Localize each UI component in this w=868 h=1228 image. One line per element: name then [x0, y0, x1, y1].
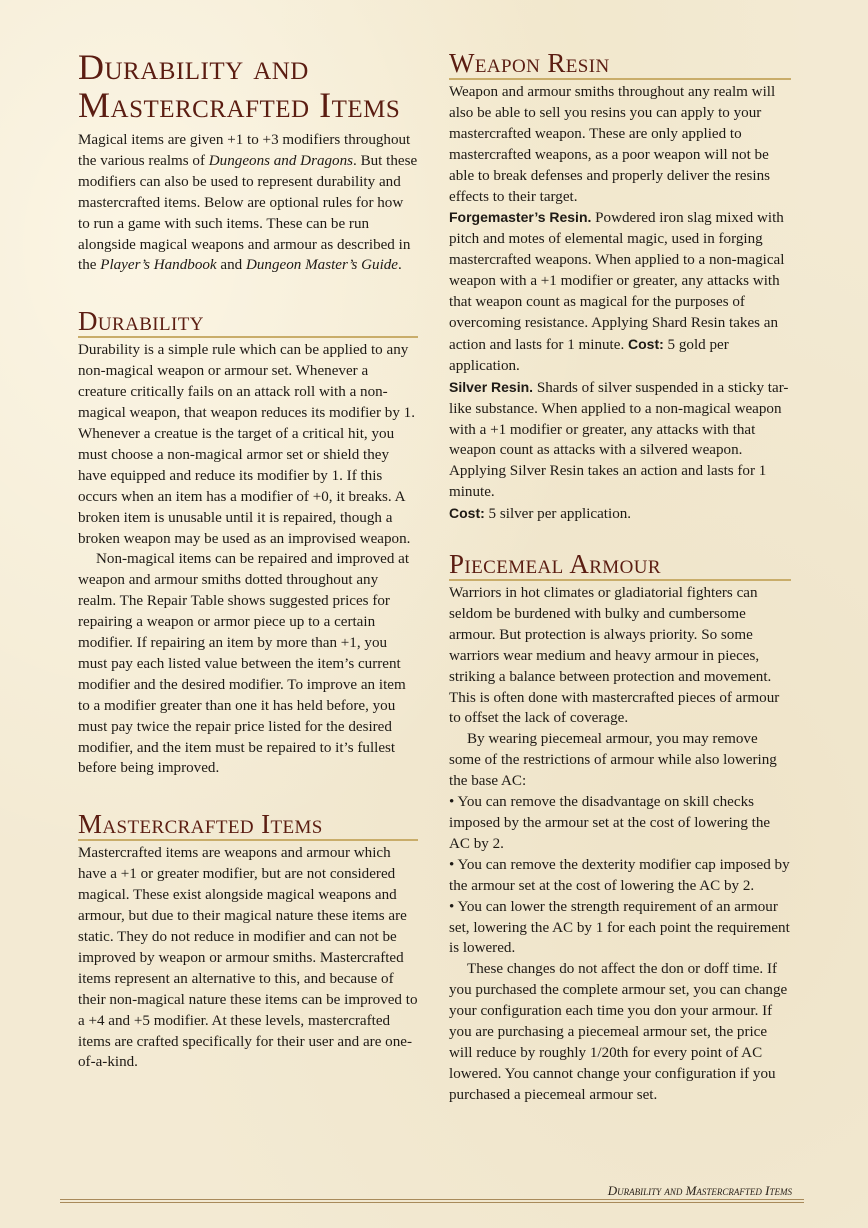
left-column	[78, 48, 418, 1073]
footer-divider	[60, 1199, 804, 1203]
piecemeal-armour-heading: Piecemeal Armour	[449, 549, 791, 581]
durability-paragraph-1: Durability is a simple rule which can be applied to any non-magical weapon or armour set. Whenever a creature critically fails on an attack roll with a non-magical weapon, that weapon reduces its modifier by 1. Whenever a creatue is the target of a critical hit, you must choose a non-magical armor set or shield they have equipped and reduce its modifier by 1. If this occurs when an item has a modifier of +0, it breaks. A broken item is unusable until it is repaired, though a broken weapon may be used as an improvised weapon.	[78, 342, 415, 547]
piecemeal-bullet-3: • You can lower the strength requirement of an armour set, lowering the AC by 1 for each point the requirement is lowered.	[449, 898, 790, 957]
mastercrafted-heading: Mastercrafted Items	[78, 809, 418, 841]
forgemaster-cost-value: 5 gold per application.	[449, 336, 729, 374]
intro-text: . But these modifiers can also be used to represent durability and mastercrafted items. Below are optional rules for how to run a game with such items. These can be run alongside magical weapons and armour as described in the	[78, 152, 418, 274]
weapon-resin-paragraph: Weapon and armour smiths throughout any realm will also be able to sell you resins you can apply to your mastercrafted weapon. These are only applied to mastercrafted weapons, as a poor weapon will not be able to break defenses and properly deliver the resins effects to their target.	[449, 84, 776, 205]
piecemeal-paragraph-3: These changes do not affect the don or doff time. If you purchased the complete armour set, you can change your configuration each time you don your armour. If you are purchasing a piecemeal armour set, the price will reduce by roughly 1/20th for every point of AC lowered. You cannot change your configuration if you purchased a piecemeal armour set.	[449, 961, 788, 1103]
document-title: Durability and Mastercrafted Items	[78, 47, 401, 125]
piecemeal-paragraph-2: By wearing piecemeal armour, you may remove some of the restrictions of armour while also lowering the base AC:	[449, 731, 777, 790]
intro-text: Magical items are given +1 to +3 modifiers throughout the various realms of	[78, 132, 411, 169]
silver-resin-entry	[449, 377, 791, 525]
weapon-resin-heading: Weapon Resin	[449, 48, 791, 80]
right-column	[449, 48, 791, 1106]
durability-heading: Durability	[78, 306, 418, 338]
intro-italic-phb: Player’s Handbook	[100, 257, 217, 274]
mastercrafted-paragraph: Mastercrafted items are weapons and armour which have a +1 or greater modifier, but are not considered magical. These exist alongside magical weapons and armour, but due to their magical nature these items are static. They do not reduce in modifier and can not be improved by weapon or armour smiths. Mastercrafted items represent an alternative to this, and because of their non-magical nature these items can be improved to a +4 and +5 modifier. At these levels, mastercrafted items are crafted specifically for their user and are one-of-a-kind.	[78, 845, 418, 1071]
intro-text: .	[398, 257, 402, 274]
piecemeal-paragraph-1: Warriors in hot climates or gladiatorial fighters can seldom be burdened with bulky and cumbersome armour. But protection is always priority. So some warriors wear medium and heavy armour in pieces, striking a balance between protection and movement. This is often done with mastercrafted pieces of armour to offset the lack of coverage.	[449, 585, 780, 727]
forgemaster-resin-entry	[449, 207, 791, 376]
intro-italic-dnd: Dungeons and Dragons	[208, 152, 354, 169]
intro-text: and	[216, 257, 246, 274]
forgemaster-cost-label: Cost:	[628, 335, 664, 352]
piecemeal-bullet-1: • You can remove the disadvantage on skill checks imposed by the armour set at the cost of lowering the AC by 2.	[449, 794, 771, 852]
durability-paragraph-2: Non-magical items can be repaired and improved at weapon and armour smiths dotted throughout any realm. The Repair Table shows suggested prices for repairing a weapon or armor piece up to a certain modifier. If repairing an item by more than +1, you must pay each listed value between the item’s current modifier and the desired modifier. To improve an item to a modifier greater than one it has held before, you must pay twice the repair price listed for the desired modifier, and the item must be repaired to it’s fullest before being improved.	[78, 551, 410, 777]
silver-resin-text: Shards of silver suspended in a sticky tar-like substance. When applied to a non-magical weapon with a +1 modifier or greater, any attacks with that weapon count as attacks with a silvered weapon. Applying Silver Resin takes an action and lasts for 1 minute.	[449, 379, 789, 501]
silver-cost-label: Cost:	[449, 505, 485, 522]
silver-cost-value: 5 silver per application.	[484, 506, 632, 523]
forgemaster-resin-label: Forgemaster’s Resin.	[449, 209, 592, 226]
intro-italic-dmg: Dungeon Master’s Guide	[245, 257, 399, 274]
silver-resin-label: Silver Resin.	[449, 378, 534, 395]
intro-paragraph	[78, 130, 418, 276]
forgemaster-resin-text: Powdered iron slag mixed with pitch and motes of elemental magic, used in forging mastercrafted weapons. When applied to a non-magical weapon with a +1 modifier or greater, any attacks with that weapon count as magical for the purposes of overcoming resistance. Applying Shard Resin takes an action and lasts for 1 minute.	[449, 210, 785, 353]
page-footer-title: Durability and Mastercrafted Items	[607, 1183, 792, 1198]
piecemeal-bullet-2: • You can remove the dexterity modifier cap imposed by the armour set at the cost of lowering the AC by 2.	[449, 856, 790, 894]
